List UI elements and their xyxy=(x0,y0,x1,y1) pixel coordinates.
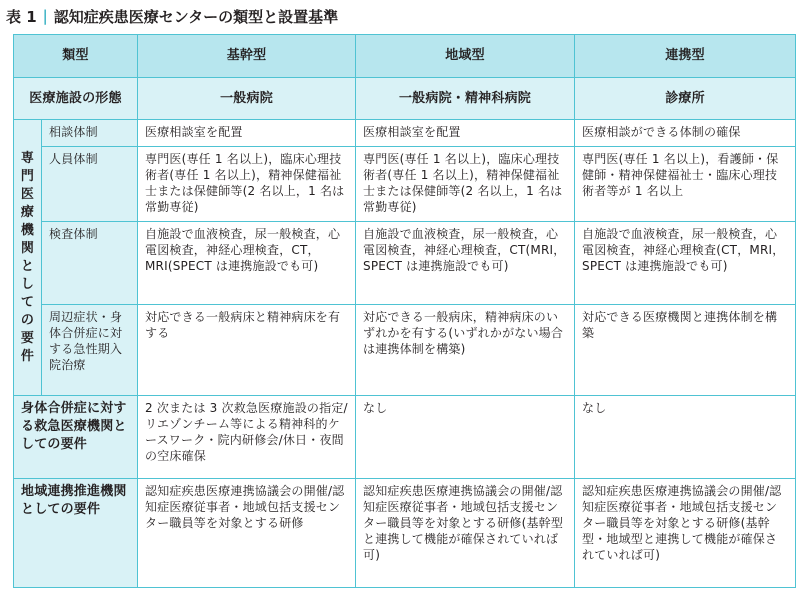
regional-row xyxy=(14,479,796,588)
cell-chiiki: 対応できる一般病床，精神病床のいずれかを有する(いずれかがない場合は連携体制を構築) xyxy=(356,305,575,396)
cell-renkei: 認知症疾患医療連携協議会の開催/認知症医療従事者・地域包括支援センター職員等を対象とする研修(基幹型・地域型と連携して機能が確保されていれば可) xyxy=(575,479,796,588)
cell-renkei: 対応できる医療機関と連携体制を構築 xyxy=(575,305,796,396)
cell-kikan: 自施設で血液検査，尿一般検査，心電図検査，神経心理検査，CT，MRI(SPECT は連携施設でも可) xyxy=(138,222,356,305)
row-label: 周辺症状・身体合併症に対する急性期入院治療 xyxy=(42,305,138,396)
facility-form-label: 医療施設の形態 xyxy=(14,78,138,120)
group-label-cell xyxy=(14,120,42,396)
emergency-label: 身体合併症に対する救急医療機関としての要件 xyxy=(14,396,138,479)
row-label: 人員体制 xyxy=(42,147,138,222)
table-caption: 認知症疾患医療センターの類型と設置基準 xyxy=(53,7,339,26)
cell-chiiki: 専門医(専任 1 名以上)，臨床心理技術者(専任 1 名以上)，精神保健福祉士または保健師等(2 名以上，1 名は常勤専従) xyxy=(356,147,575,222)
regional-label: 地域連携推進機関としての要件 xyxy=(14,479,138,588)
table-row xyxy=(14,305,796,396)
header-row xyxy=(14,35,796,78)
header-type: 類型 xyxy=(14,35,138,78)
facility-form-row xyxy=(14,78,796,120)
header-chiiki: 地域型 xyxy=(356,35,575,78)
cell-renkei: 医療相談ができる体制の確保 xyxy=(575,120,796,147)
group-label: 専門医療機関としての要件 xyxy=(20,150,35,364)
title-separator: | xyxy=(42,7,48,25)
criteria-table xyxy=(13,34,796,588)
cell-kikan: 対応できる一般病床と精神病床を有する xyxy=(138,305,356,396)
facility-form-kikan: 一般病院 xyxy=(138,78,356,120)
cell-chiiki: なし xyxy=(356,396,575,479)
header-kikan: 基幹型 xyxy=(138,35,356,78)
cell-chiiki: 認知症疾患医療連携協議会の開催/認知症医療従事者・地域包括支援センター職員等を対象とする研修(基幹型と連携して機能が確保されていれば可) xyxy=(356,479,575,588)
cell-renkei: 自施設で血液検査，尿一般検査，心電図検査，神経心理検査(CT，MRI，SPECT は連携施設でも可) xyxy=(575,222,796,305)
cell-kikan: 認知症疾患医療連携協議会の開催/認知症医療従事者・地域包括支援センター職員等を対象とする研修 xyxy=(138,479,356,588)
cell-renkei: なし xyxy=(575,396,796,479)
facility-form-chiiki: 一般病院・精神科病院 xyxy=(356,78,575,120)
table-title xyxy=(6,3,338,29)
row-label: 検査体制 xyxy=(42,222,138,305)
cell-kikan: 専門医(専任 1 名以上)，臨床心理技術者(専任 1 名以上)，精神保健福祉士または保健師等(2 名以上，1 名は常勤専従) xyxy=(138,147,356,222)
table-row xyxy=(14,222,796,305)
table-row xyxy=(14,120,796,147)
table-number: 表 1 xyxy=(6,7,37,26)
cell-chiiki: 医療相談室を配置 xyxy=(356,120,575,147)
cell-chiiki: 自施設で血液検査，尿一般検査，心電図検査，神経心理検査，CT(MRI，SPECT は連携施設でも可) xyxy=(356,222,575,305)
cell-kikan: 医療相談室を配置 xyxy=(138,120,356,147)
header-renkei: 連携型 xyxy=(575,35,796,78)
cell-kikan: 2 次または 3 次救急医療施設の指定/リエゾンチーム等による精神科的ケースワーク・院内研修会/休日・夜間の空床確保 xyxy=(138,396,356,479)
emergency-row xyxy=(14,396,796,479)
table-row xyxy=(14,147,796,222)
cell-renkei: 専門医(専任 1 名以上)，看護師・保健師・精神保健福祉士・臨床心理技術者等が 1 名以上 xyxy=(575,147,796,222)
facility-form-renkei: 診療所 xyxy=(575,78,796,120)
row-label: 相談体制 xyxy=(42,120,138,147)
